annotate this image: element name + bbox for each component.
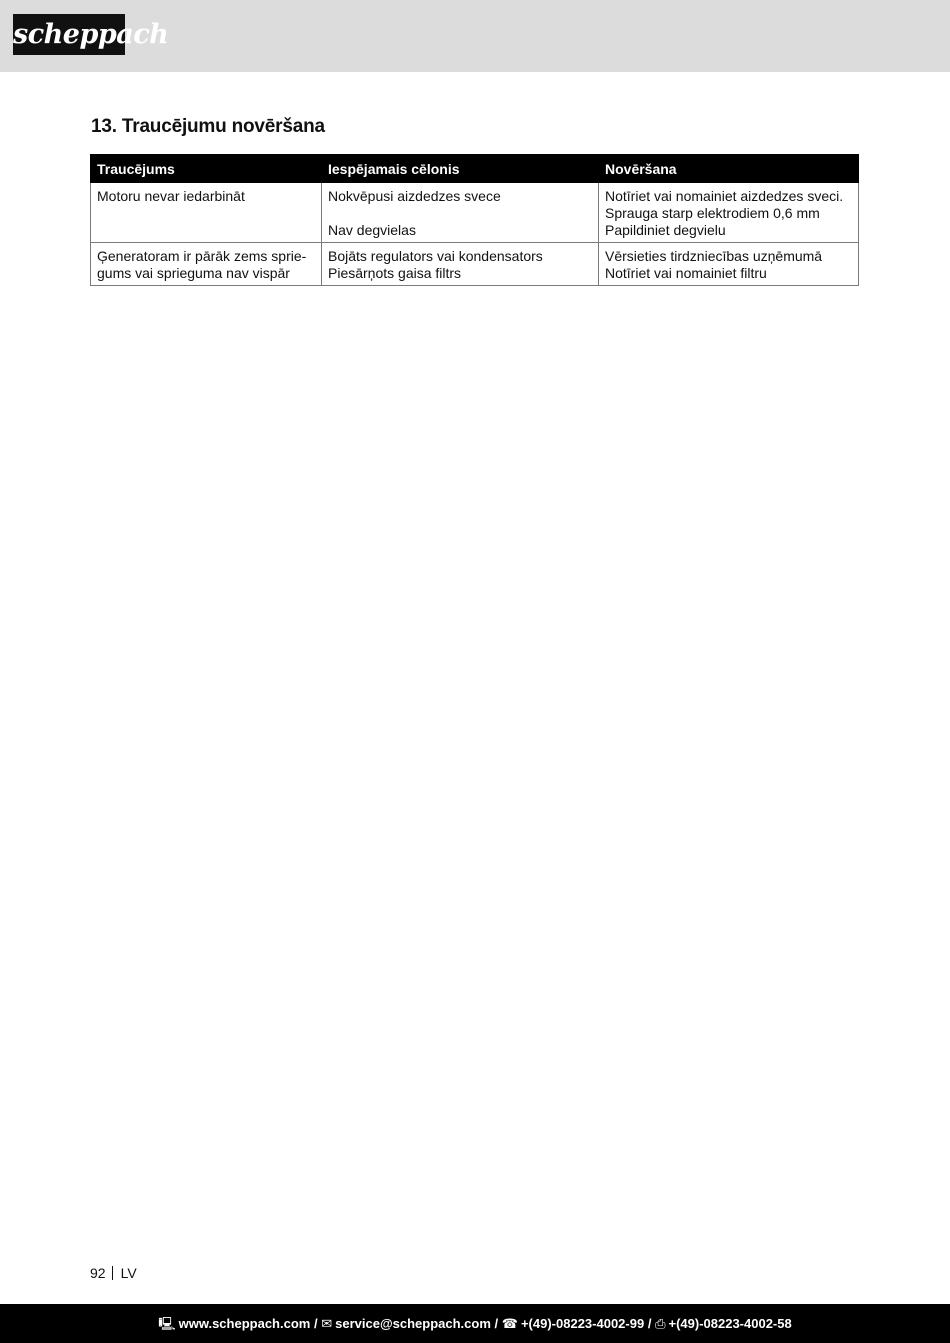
header-fault: Traucējums	[91, 155, 322, 183]
footer-separator: /	[647, 1316, 652, 1331]
table-header-row	[91, 155, 859, 183]
scheppach-logo: scheppach	[13, 14, 125, 55]
page-language: LV	[120, 1265, 137, 1281]
cause-text: Nokvēpusi aizdedzes svece	[328, 188, 501, 204]
remedy-text: Notīriet vai nomainiet aizdedzes sveci.	[605, 188, 844, 204]
section-title: 13. Traucējumu novēršana	[91, 116, 325, 137]
cause-cell	[322, 243, 599, 286]
fault-cell	[91, 183, 322, 243]
header-remedy: Novēršana	[599, 155, 859, 183]
fault-text: Motoru nevar iedarbināt	[97, 188, 245, 204]
footer-email[interactable]: service@scheppach.com	[335, 1316, 491, 1331]
cause-text: Nav degvielas	[328, 222, 416, 238]
remedy-text: Vērsieties tirdzniecības uzņēmumā	[605, 248, 823, 264]
cause-text: Bojāts regulators vai kondensators	[328, 248, 543, 264]
footer-web[interactable]: www.scheppach.com	[178, 1316, 311, 1331]
remedy-text: Papildiniet degvielu	[605, 222, 726, 238]
footer-bar	[0, 1304, 950, 1343]
page-number: 92	[90, 1265, 106, 1281]
footer-separator: /	[494, 1316, 499, 1331]
remedy-cell	[599, 243, 859, 286]
cause-cell	[322, 183, 599, 243]
footer-separator: /	[313, 1316, 318, 1331]
table-row	[91, 183, 859, 243]
table-row	[91, 243, 859, 286]
page-number-block	[90, 1265, 137, 1281]
phone-icon: ☎	[501, 1316, 518, 1331]
fault-cell	[91, 243, 322, 286]
fax-icon: ⎙	[655, 1316, 666, 1331]
footer-phone: +(49)-08223-4002-99	[520, 1316, 645, 1331]
remedy-text: Notīriet vai nomainiet filtru	[605, 265, 767, 281]
fault-text: Ģeneratoram ir pārāk zems sprie-	[97, 248, 307, 264]
fault-text: gums vai sprieguma nav vispār	[97, 265, 290, 281]
header-cause: Iespējamais cēlonis	[322, 155, 599, 183]
computer-icon: 🖳	[158, 1316, 176, 1331]
troubleshooting-table	[90, 154, 859, 286]
footer-fax: +(49)-08223-4002-58	[668, 1316, 792, 1331]
email-icon: ✉	[321, 1316, 333, 1331]
page-divider	[112, 1266, 113, 1280]
cause-text: Piesārņots gaisa filtrs	[328, 265, 462, 281]
remedy-text: Sprauga starp elektrodiem 0,6 mm	[605, 205, 820, 221]
remedy-cell	[599, 183, 859, 243]
header-band	[0, 0, 950, 72]
